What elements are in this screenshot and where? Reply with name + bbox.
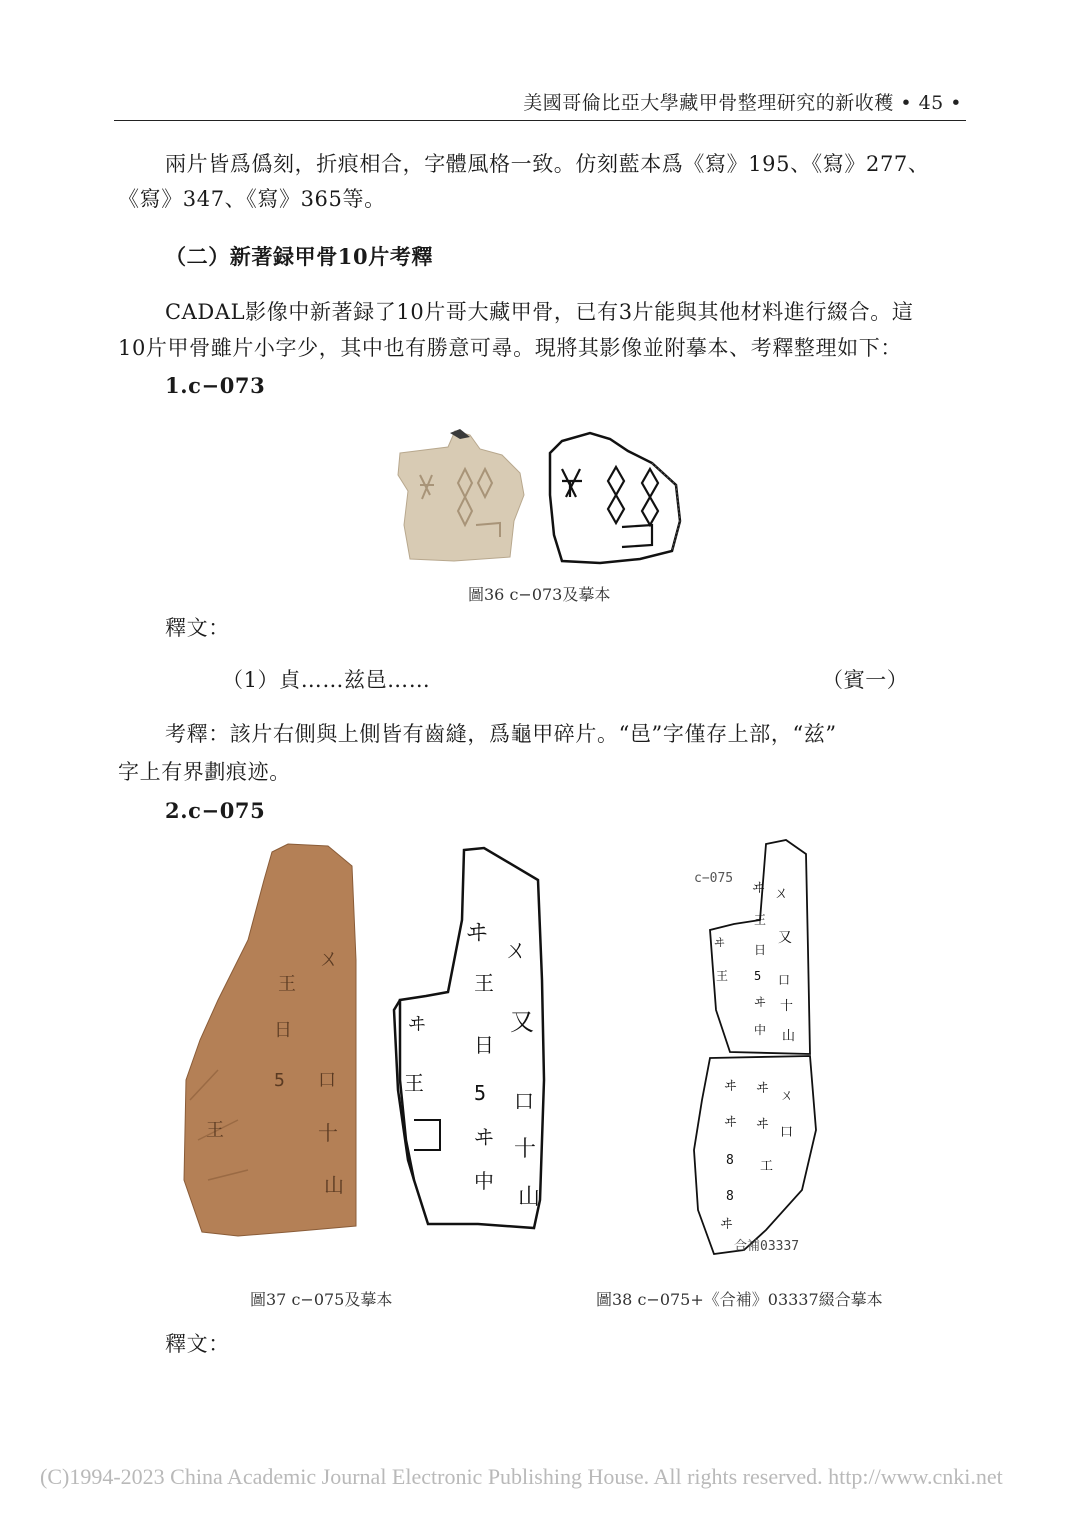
svg-text:ヰ: ヰ (724, 1115, 738, 1130)
tracing-c073 (550, 433, 680, 563)
svg-text:ㄨ: ㄨ (774, 884, 790, 902)
figure-36 (390, 425, 690, 575)
oracle-bone-photo-c075 (184, 844, 356, 1236)
item-1-label: 1.c−073 (165, 373, 266, 398)
figure-38 (690, 830, 830, 1270)
svg-text:王: 王 (278, 974, 296, 995)
svg-text:工: 工 (760, 1159, 774, 1174)
paragraph-1-line-2: 《寫》347、《寫》365等。 (118, 187, 386, 211)
svg-text:日: 日 (754, 943, 767, 957)
figure-38-label-bottom: 合補03337 (734, 1239, 800, 1254)
svg-text:5: 5 (474, 1081, 487, 1105)
tracing-c075 (394, 848, 544, 1228)
svg-text:王: 王 (716, 969, 729, 983)
svg-text:又: 又 (778, 930, 792, 946)
running-header: 美國哥倫比亞大學藏甲骨整理研究的新收穫 • 45 • (523, 92, 962, 114)
svg-text:8: 8 (726, 1153, 734, 1168)
tracing-hebu-03337-lower (694, 1056, 816, 1254)
item-1-kaoshi-line-2: 字上有界劃痕迹。 (118, 760, 291, 784)
svg-text:ヰ: ヰ (714, 936, 725, 949)
svg-text:ヰ: ヰ (408, 1014, 426, 1035)
svg-text:ヰ: ヰ (756, 1081, 770, 1096)
figure-38-label-top: c−075 (694, 871, 734, 886)
item-1-kaoshi-line-1: 考釋：該片右側與上側皆有齒縫，爲龜甲碎片。“邑”字僅存上部，“兹” (165, 722, 837, 746)
svg-text:8: 8 (726, 1189, 734, 1204)
svg-text:ヰ: ヰ (756, 1117, 770, 1132)
figure-37 (178, 840, 558, 1240)
figure-38-caption: 圖38 c−075+《合補》03337綴合摹本 (596, 1290, 883, 1309)
svg-text:ヰ: ヰ (466, 921, 489, 946)
item-2-label: 2.c−075 (165, 798, 266, 823)
svg-text:山: 山 (782, 1029, 796, 1044)
svg-text:十: 十 (780, 999, 794, 1014)
svg-text:王: 王 (206, 1120, 224, 1141)
paragraph-2-line-1: CADAL影像中新著録了10片哥大藏甲骨，已有3片能與其他材料進行綴合。這 (165, 300, 914, 324)
item-2-shiwen-label: 釋文： (165, 1332, 230, 1356)
svg-text:ㄨ: ㄨ (780, 1088, 794, 1104)
header-rule (114, 120, 966, 121)
svg-text:十: 十 (318, 1121, 338, 1145)
svg-text:口: 口 (778, 973, 791, 987)
item-1-reading-text: （1）貞……兹邑…… (222, 668, 431, 692)
svg-text:王: 王 (754, 913, 767, 927)
copyright-footer: (C)1994-2023 China Academic Journal Electronic Publishing House. All rights reserved. http://www.cnki.net (40, 1464, 1003, 1489)
svg-text:ㄨ: ㄨ (318, 947, 341, 972)
svg-text:ヰ: ヰ (720, 1217, 734, 1232)
figure-36-caption: 圖36 c−073及摹本 (468, 585, 611, 604)
svg-text:口: 口 (780, 1125, 794, 1140)
svg-text:又: 又 (510, 1008, 534, 1036)
item-1-shiwen-label: 釋文： (165, 616, 230, 640)
svg-text:ヰ: ヰ (752, 881, 766, 896)
svg-text:ヰ: ヰ (724, 1079, 738, 1094)
svg-text:ヰ: ヰ (474, 1125, 494, 1149)
svg-text:口: 口 (318, 1070, 336, 1091)
svg-text:口: 口 (514, 1089, 534, 1113)
svg-text:山: 山 (324, 1173, 344, 1197)
svg-text:中: 中 (474, 1169, 494, 1193)
paragraph-1-line-1: 兩片皆爲僞刻，折痕相合，字體風格一致。仿刻藍本爲《寫》195、《寫》277、 (165, 152, 930, 176)
svg-text:山: 山 (518, 1185, 541, 1210)
svg-text:王: 王 (404, 1071, 424, 1095)
svg-text:日: 日 (474, 1033, 494, 1057)
svg-text:十: 十 (514, 1137, 537, 1162)
svg-text:日: 日 (274, 1020, 292, 1041)
oracle-bone-photo-c073 (398, 429, 524, 561)
paragraph-2-line-2: 10片甲骨雖片小字少，其中也有勝意可尋。現將其影像並附摹本、考釋整理如下： (118, 336, 902, 360)
svg-text:中: 中 (754, 1023, 767, 1037)
svg-text:王: 王 (474, 971, 494, 995)
svg-text:ㄨ: ㄨ (504, 936, 528, 964)
svg-text:5: 5 (274, 1070, 285, 1091)
figure-37-caption: 圖37 c−075及摹本 (250, 1290, 393, 1309)
section-heading: （二）新著録甲骨10片考釋 (165, 244, 434, 269)
svg-text:ヰ: ヰ (754, 995, 767, 1009)
item-1-reading-group: （賓一） (822, 668, 909, 692)
svg-text:5: 5 (754, 969, 762, 983)
